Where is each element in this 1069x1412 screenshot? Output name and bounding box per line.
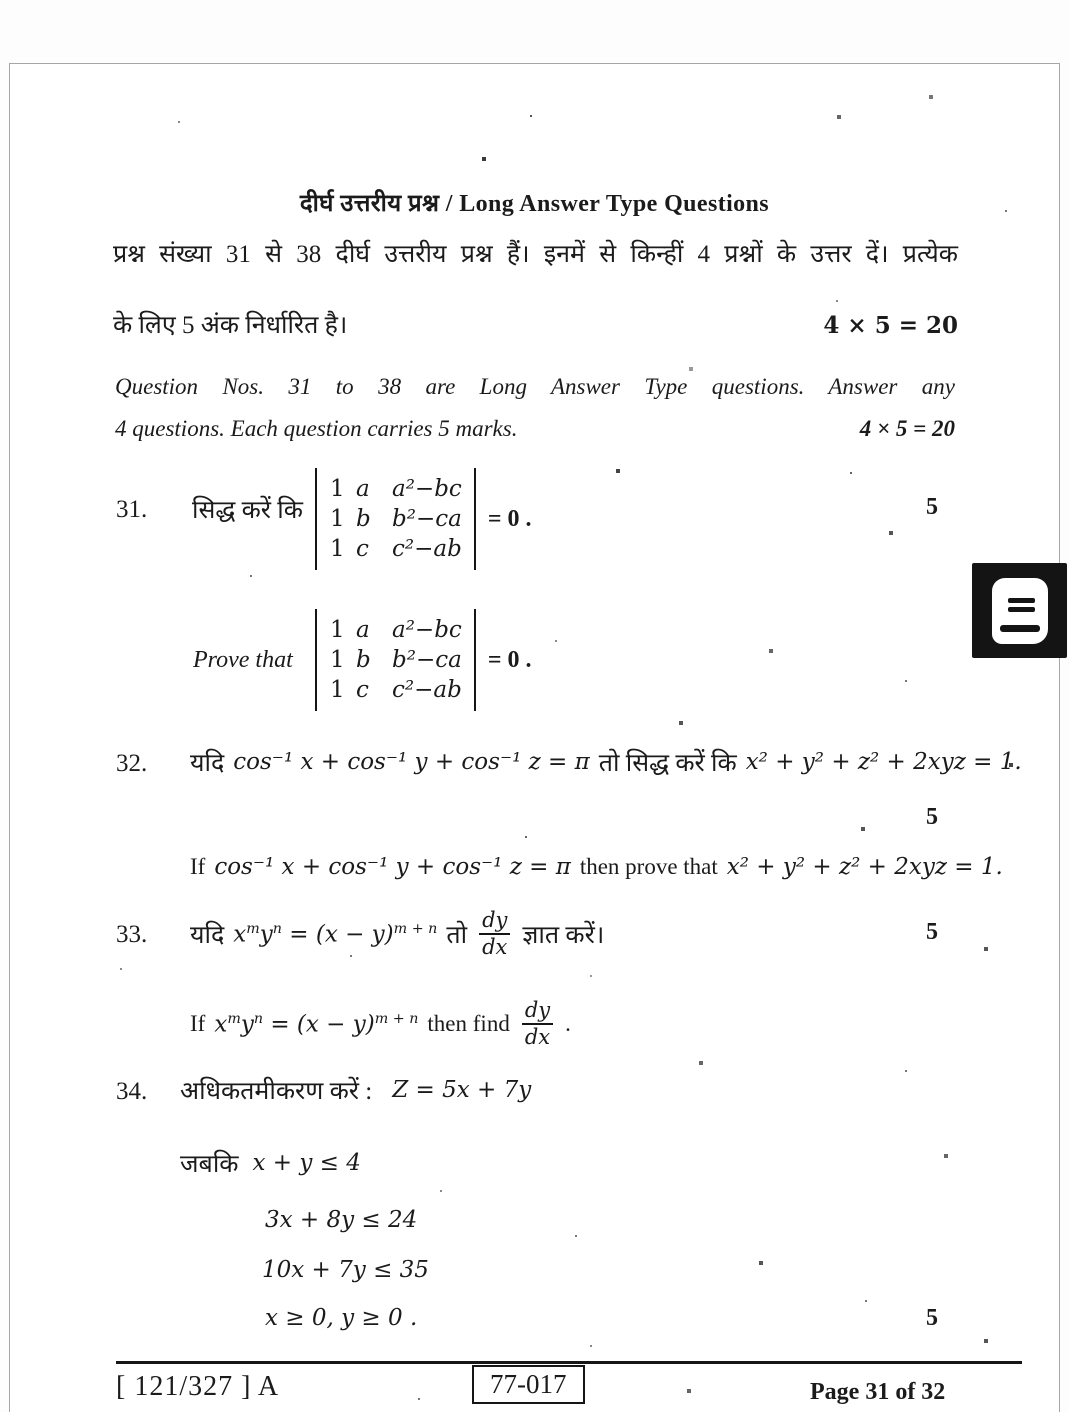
base-y: y [259,921,273,948]
q34-constraint-1: x + y ≤ 4 [252,1150,361,1176]
fraction-dy-dx [479,909,510,959]
scan-noise [0,0,2,2]
question-31-prompt-hindi: सिद्ध करें कि [192,497,303,524]
question-33-number: 33. [116,921,148,948]
det-cell: a²−bc [392,617,462,643]
q32-result-formula: x² + y² + z² + 2xyz = 1. [745,749,1022,775]
q32-then-hindi: तो सिद्ध करें कि [598,750,737,777]
formula-xmyn [233,921,437,948]
q34-subject-hindi: जबकि [180,1151,239,1178]
question-34-objective [180,1073,531,1107]
question-33-english [190,999,571,1049]
q34-constraint-2: 3x + 8y ≤ 24 [265,1207,418,1233]
question-34-marks: 5 [926,1305,938,1331]
exponent-n: n [272,920,282,937]
marks-scheme-english: 4 × 5 = 20 [859,416,955,441]
q34-constraint-4: x ≥ 0, y ≥ 0 . [265,1305,418,1331]
question-31-number: 31. [116,496,148,523]
determinant-equals: = 0 . [487,646,532,673]
det-cell: c [356,677,369,703]
fraction-denominator: dx [482,935,508,960]
det-cell: b [356,647,371,673]
base-x: x [214,1011,228,1038]
footer-set-code: [ 121/327 ] A [116,1371,280,1402]
det-cell: a [356,476,370,502]
det-cell: c [356,536,369,562]
determinant-matrix [315,468,476,570]
base-x: x [233,921,247,948]
question-33-marks: 5 [926,919,938,945]
question-31-determinant-hindi [315,468,532,570]
footer-page-info: Page 31 of 32 [810,1379,946,1405]
instruction-hindi-line1: प्रश्न संख्या 31 से 38 दीर्घ उत्तरीय प्रश्न हैं। इनमें से किन्हीं 4 प्रश्नों के उत्तर दें। प्रत्येक [113,241,958,268]
q32-if-english: If [190,854,206,879]
det-cell: a²−bc [392,476,462,502]
exponent-n: n [253,1010,264,1027]
q34-objective-formula: Z = 5x + 7y [392,1077,532,1103]
fraction-numerator: dy [522,999,553,1025]
marks-scheme-hindi: 4 × 5 = 20 [823,312,958,339]
det-cell: b²−ca [392,647,462,673]
exponent-m-plus-n: m + n [374,1010,419,1027]
question-32-marks: 5 [926,804,938,830]
exponent-m-plus-n: m + n [393,920,438,937]
q32-condition-formula: cos⁻¹ x + cos⁻¹ y + cos⁻¹ z = π [233,749,590,775]
det-cell: 1 [330,476,345,502]
determinant-equals: = 0 . [487,505,532,532]
instruction-hindi-line2: के लिए 5 अंक निर्धारित है। [113,312,348,339]
exponent-m: m [246,920,260,937]
det-cell: a [356,617,370,643]
fraction-denominator: dx [524,1025,551,1050]
instruction-english-line2: 4 questions. Each question carries 5 marks. [115,416,518,441]
q33-if-hindi: यदि [190,922,225,950]
equals-x-minus-y: = (x − y) [270,1011,375,1038]
footer-paper-code: 77-017 [472,1365,585,1404]
book-icon [992,578,1048,644]
question-31-determinant-english [315,609,532,711]
fraction-dy-dx [522,999,553,1049]
q33-period: . [565,1011,571,1037]
question-31-marks: 5 [926,494,938,520]
scanned-page [9,63,1060,1412]
question-32-number: 32. [116,750,148,777]
det-cell: 1 [330,536,345,562]
q34-constraint-3: 10x + 7y ≤ 35 [262,1257,429,1283]
det-cell: 1 [330,617,345,643]
fraction-numerator: dy [479,909,510,935]
instruction-english-line1: Question Nos. 31 to 38 are Long Answer Type questions. Answer any [115,374,955,399]
det-cell: c²−ab [392,677,462,703]
determinant-matrix [315,609,476,711]
q33-then-hindi: तो [446,922,468,950]
q33-if-english: If [190,1011,206,1037]
question-34-subject-to [180,1146,361,1180]
question-33-hindi [190,909,604,959]
det-cell: 1 [330,677,345,703]
question-32-hindi [190,745,1022,779]
q33-then-english: then find [427,1011,510,1037]
base-y: y [240,1011,254,1038]
exponent-m: m [227,1010,241,1027]
section-title: दीर्घ उत्तरीय प्रश्न / Long Answer Type Questions [299,191,770,217]
equals-x-minus-y: = (x − y) [289,921,394,948]
q32-then-english: then prove that [579,854,718,879]
formula-xmyn [214,1011,418,1038]
question-31-prompt-english: Prove that [193,647,293,673]
det-cell: b²−ca [392,506,462,532]
q33-find-hindi: ज्ञात करें। [522,922,605,950]
q32-result-formula: x² + y² + z² + 2xyz = 1. [726,854,1003,880]
question-32-english [190,854,1003,880]
reader-mode-button[interactable] [972,563,1067,658]
question-34-number: 34. [116,1078,148,1105]
det-cell: b [356,506,371,532]
footer-rule [116,1361,1022,1364]
det-cell: 1 [330,647,345,673]
q32-condition-formula: cos⁻¹ x + cos⁻¹ y + cos⁻¹ z = π [214,854,571,880]
det-cell: c²−ab [392,536,462,562]
q34-prompt-hindi: अधिकतमीकरण करें : [180,1078,373,1105]
det-cell: 1 [330,506,345,532]
q32-if-hindi: यदि [190,750,225,777]
